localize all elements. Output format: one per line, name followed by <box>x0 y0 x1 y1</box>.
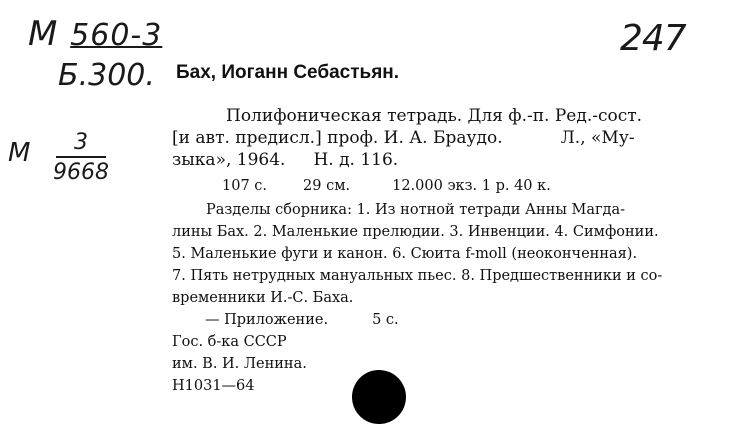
responsibility-line <box>172 128 635 149</box>
contents-line: лины Бах. 2. Маленькие прелюдии. 3. Инвенции. 4. Симфонии. <box>172 224 659 240</box>
second-numerator: 3 <box>56 130 106 158</box>
appendix-label: — Приложение. <box>205 312 329 328</box>
library-line: Гос. б-ка СССР <box>172 334 287 350</box>
second-shelfmark <box>8 130 109 185</box>
pages: 107 с. <box>222 178 268 194</box>
publication-line <box>172 150 398 171</box>
appendix-line <box>205 310 399 331</box>
punch-hole <box>352 370 406 424</box>
shelfmark-number: 560-3 <box>70 18 163 53</box>
library-line: им. В. И. Ленина. <box>172 356 307 372</box>
size: 29 см. <box>303 178 351 194</box>
appendix-pages: 5 с. <box>372 312 399 328</box>
responsibility-text: [и авт. предисл.] проф. И. А. Браудо. <box>172 128 503 148</box>
second-prefix: М <box>8 138 31 168</box>
contents-line: 7. Пять нетрудных мануальных пьес. 8. Предшественники и со- <box>172 268 663 284</box>
catalog-number: Н. д. 116. <box>313 150 399 170</box>
author-heading: Бах, Иоганн Себастьян. <box>176 62 400 83</box>
corner-number: 247 <box>620 18 686 59</box>
shelfmark-prefix: М <box>28 14 59 54</box>
physical-description <box>222 176 551 197</box>
library-line: Н1031—64 <box>172 378 255 394</box>
title-line: Полифоническая тетрадь. Для ф.-п. Ред.-сост. <box>226 106 643 126</box>
contents-line: 5. Маленькие фуги и канон. 6. Сюита f-moll (неоконченная). <box>172 246 638 262</box>
contents-line: временники И.-С. Баха. <box>172 290 354 306</box>
publisher-year: зыка», 1964. <box>172 150 286 170</box>
contents-line: Разделы сборника: 1. Из нотной тетради Анны Магда- <box>206 202 626 218</box>
shelfmark-sub: Б.300. <box>58 58 155 93</box>
second-fraction <box>46 130 116 185</box>
shelfmark-handwritten <box>28 14 162 54</box>
publisher-city: Л., «Му- <box>560 128 635 148</box>
second-denominator: 9668 <box>53 160 109 185</box>
copies-price: 12.000 экз. 1 р. 40 к. <box>392 178 551 194</box>
